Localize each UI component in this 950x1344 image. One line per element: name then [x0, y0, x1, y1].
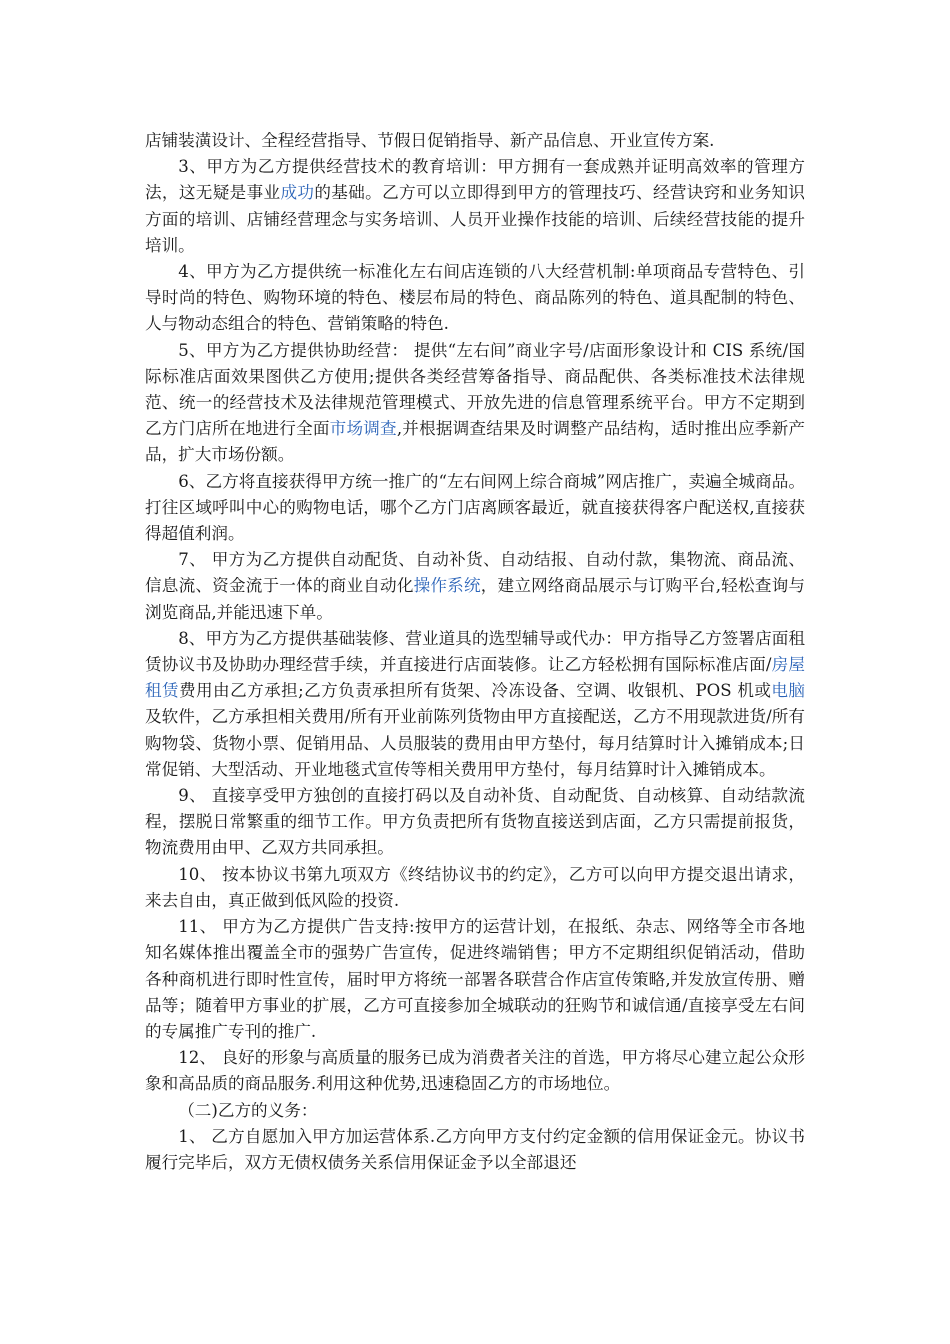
paragraph-text: 5、甲方为乙方提供协助经营： 提供“左右间”商业字号/店面形象设计和 CIS 系统/国际标准店面效果图供乙方使用;提供各类经营筹备指导、商品配供、各类标准技术法律规范、统一的经营技术及法律规范管理模式、开放先进的信息管理系统平台。甲方不定期到乙方门店所在地进行全面: [145, 340, 805, 439]
paragraph: [145, 626, 805, 783]
paragraph: [145, 547, 805, 626]
paragraph-text: 11、 甲方为乙方提供广告支持:按甲方的运营计划，在报纸、杂志、网络等全市各地知名媒体推出覆盖全市的强势广告宣传，促进终端销售；甲方不定期组织促销活动，借助各种商机进行即时性宣传，届时甲方将统一部署各联营合作店宣传策略,并发放宣传册、赠品等；随着甲方事业的扩展，乙方可直接参加全城联动的狂购节和诚信通/直接享受左右间的专属推广专刊的推广.: [145, 917, 805, 1041]
paragraph-text: 10、 按本协议书第九项双方《终结协议书的约定》，乙方可以向甲方提交退出请求，来去自由，真正做到低风险的投资.: [145, 864, 805, 910]
paragraph-text: ,并根据调查结果及时调整产品结构，适时推出应季新产品，扩大市场份额。: [145, 419, 806, 465]
paragraph-text: 7、 甲方为乙方提供自动配货、自动补货、自动结报、自动付款，集物流、商品流、信息流、资金流于一体的商业自动化: [145, 550, 805, 596]
paragraph-text: 12、 良好的形象与高质量的服务已成为消费者关注的首选，甲方将尽心建立起公众形象和高品质的商品服务.利用这种优势,迅速稳固乙方的市场地位。: [145, 1048, 805, 1094]
paragraph-text: 费用由乙方承担;乙方负责承担所有货架、冷冻设备、空调、收银机、POS 机或: [179, 681, 772, 701]
paragraph: [145, 783, 805, 862]
paragraph-text: 及软件，乙方承担相关费用/所有开业前陈列货物由甲方直接配送，乙方不用现款进货/所有购物袋、货物小票、促销用品、人员服装的费用由甲方垫付，每月结算时计入摊销成本;日常促销、大型活动、开业地毯式宣传等相关费用甲方垫付，每月结算时计入摊销成本。: [145, 707, 805, 779]
paragraph-text: （二)乙方的义务：: [178, 1100, 318, 1120]
paragraph-text: 店铺装潢设计、全程经营指导、节假日促销指导、新产品信息、开业宣传方案.: [145, 131, 715, 150]
inline-link[interactable]: 电脑: [771, 681, 805, 701]
paragraph: [145, 1098, 805, 1124]
inline-link[interactable]: 房屋租赁: [145, 655, 805, 701]
inline-link[interactable]: 操作系统: [413, 576, 481, 596]
paragraph-text: 4、甲方为乙方提供统一标准化左右间店连锁的八大经营机制:单项商品专营特色、引导时尚的特色、购物环境的特色、楼层布局的特色、商品陈列的特色、道具配制的特色、人与物动态组合的特色、营销策略的特色.: [145, 262, 805, 334]
paragraph: [145, 154, 805, 259]
paragraph: [145, 469, 805, 548]
paragraph: [145, 1045, 805, 1097]
paragraph-text: 的基础。乙方可以立即得到甲方的管理技巧、经营诀窍和业务知识方面的培训、店铺经营理念与实务培训、人员开业操作技能的培训、后续经营技能的提升培训。: [145, 183, 806, 255]
paragraph: [145, 914, 805, 1045]
paragraph-text: ，建立网络商品展示与订购平台,轻松查询与浏览商品,并能迅速下单。: [145, 576, 806, 622]
paragraph-text: 8、甲方为乙方提供基础装修、营业道具的选型辅导或代办：甲方指导乙方签署店面租赁协议书及协助办理经营手续，并直接进行店面装修。让乙方轻松拥有国际标准店面/: [145, 628, 805, 675]
inline-link[interactable]: 市场调查: [329, 419, 397, 439]
paragraph: [145, 1124, 805, 1176]
document-body: [145, 128, 805, 1176]
paragraph: [145, 338, 805, 469]
paragraph: [145, 259, 805, 338]
paragraph-text: 1、 乙方自愿加入甲方加运营体系.乙方向甲方支付约定金额的信用保证金元。协议书履行完毕后，双方无债权债务关系信用保证金予以全部退还: [145, 1126, 805, 1172]
inline-link[interactable]: 成功: [280, 183, 315, 203]
paragraph: [145, 862, 805, 914]
paragraph-text: 3、甲方为乙方提供经营技术的教育培训：甲方拥有一套成熟并证明高效率的管理方法，这无疑是事业: [145, 157, 805, 203]
paragraph: [145, 128, 805, 154]
paragraph-text: 9、 直接享受甲方独创的直接打码以及自动补货、自动配货、自动核算、自动结款流程，摆脱日常繁重的细节工作。甲方负责把所有货物直接送到店面，乙方只需提前报货，物流费用由甲、乙双方共同承担。: [145, 786, 805, 858]
paragraph-text: 6、乙方将直接获得甲方统一推广的“左右间网上综合商城”网店推广，卖遍全城商品。打往区域呼叫中心的购物电话，哪个乙方门店离顾客最近，就直接获得客户配送权,直接获得超值利润。: [145, 471, 805, 544]
